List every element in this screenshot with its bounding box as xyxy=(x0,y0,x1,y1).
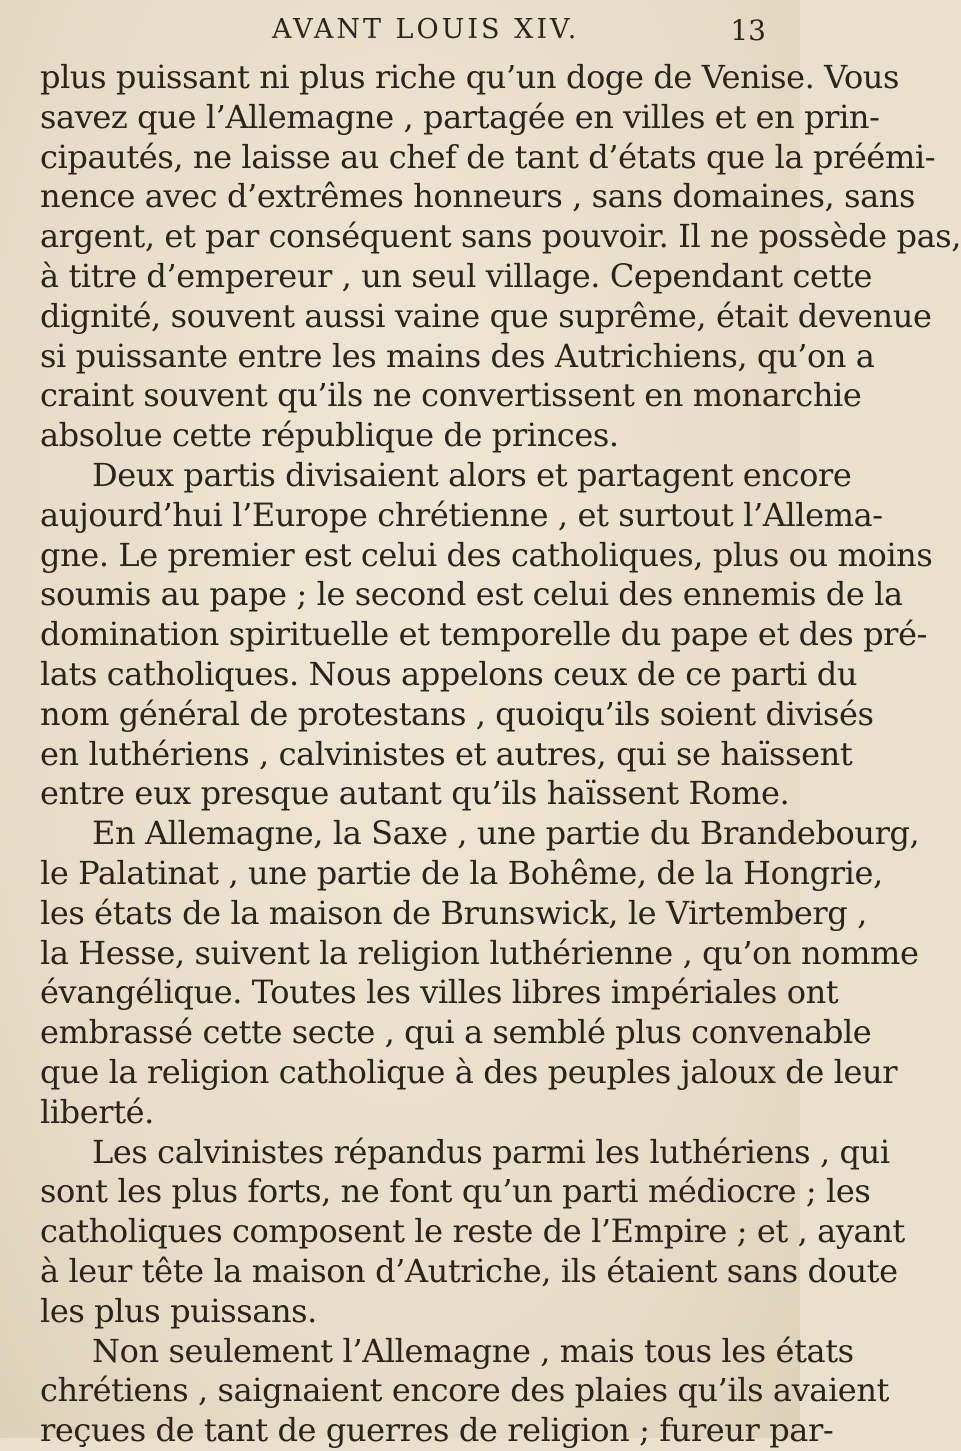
text-line: Les calvinistes répandus parmi les luthériens , qui xyxy=(92,1132,890,1171)
text-line: craint souvent qu’ils ne convertissent en monarchie xyxy=(40,376,862,415)
text-line: reçues de tant de guerres de religion ; fureur par- xyxy=(40,1411,834,1450)
text-line: à titre d’empereur , un seul village. Cependant cette xyxy=(40,256,872,295)
text-line: soumis au pape ; le second est celui des ennemis de la xyxy=(40,575,903,614)
text-line: les états de la maison de Brunswick, le Virtemberg , xyxy=(40,893,867,932)
text-line: évangélique. Toutes les villes libres impériales ont xyxy=(40,973,839,1012)
text-line: si puissante entre les mains des Autrichiens, qu’on a xyxy=(40,336,875,375)
text-line: absolue cette république de princes. xyxy=(40,416,619,455)
page-number: 13 xyxy=(730,14,766,47)
text-line: les plus puissans. xyxy=(40,1291,317,1330)
text-line: à leur tête la maison d’Autriche, ils étaient sans doute xyxy=(40,1251,898,1290)
text-line: en luthériens , calvinistes et autres, qui se haïssent xyxy=(40,734,853,773)
text-line: Non seulement l’Allemagne , mais tous les états xyxy=(92,1331,854,1370)
text-line: liberté. xyxy=(40,1092,154,1131)
running-head xyxy=(0,6,800,48)
text-line: nence avec d’extrêmes honneurs , sans domaines, sans xyxy=(40,177,916,216)
text-line: chrétiens , saignaient encore des plaies qu’ils avaient xyxy=(40,1371,889,1410)
text-line: gne. Le premier est celui des catholiques, plus ou moins xyxy=(40,535,933,574)
text-line: Deux partis divisaient alors et partagent encore xyxy=(92,455,852,494)
text-line: que la religion catholique à des peuples jaloux de leur xyxy=(40,1052,898,1091)
running-title: AVANT LOUIS XIV. xyxy=(272,14,580,45)
text-line: argent, et par conséquent sans pouvoir. Il ne possède pas, xyxy=(40,217,961,256)
text-line: embrassé cette secte , qui a semblé plus convenable xyxy=(40,1013,872,1052)
text-line: lats catholiques. Nous appelons ceux de ce parti du xyxy=(40,654,858,693)
text-line: nom général de protestans , quoiqu’ils soient divisés xyxy=(40,694,874,733)
text-line: le Palatinat , une partie de la Bohême, de la Hongrie, xyxy=(40,853,883,892)
text-line: aujourd’hui l’Europe chrétienne , et surtout l’Allema- xyxy=(40,495,883,534)
text-line: dignité, souvent aussi vaine que suprême, était devenue xyxy=(40,296,932,335)
body-text xyxy=(40,58,961,1451)
text-line: cipautés, ne laisse au chef de tant d’états que la préémi- xyxy=(40,137,936,176)
text-line: En Allemagne, la Saxe , une partie du Brandebourg, xyxy=(92,814,920,853)
text-line: catholiques composent le reste de l’Empire ; et , ayant xyxy=(40,1212,905,1251)
text-line: la Hesse, suivent la religion luthérienne , qu’on nomme xyxy=(40,933,919,972)
text-line: entre eux presque autant qu’ils haïssent Rome. xyxy=(40,774,790,813)
text-line: savez que l’Allemagne , partagée en villes et en prin- xyxy=(40,97,880,136)
text-line: plus puissant ni plus riche qu’un doge de Venise. Vous xyxy=(40,58,900,96)
text-line: sont les plus forts, ne font qu’un parti médiocre ; les xyxy=(40,1172,871,1211)
text-line: domination spirituelle et temporelle du pape et des pré- xyxy=(40,615,928,654)
